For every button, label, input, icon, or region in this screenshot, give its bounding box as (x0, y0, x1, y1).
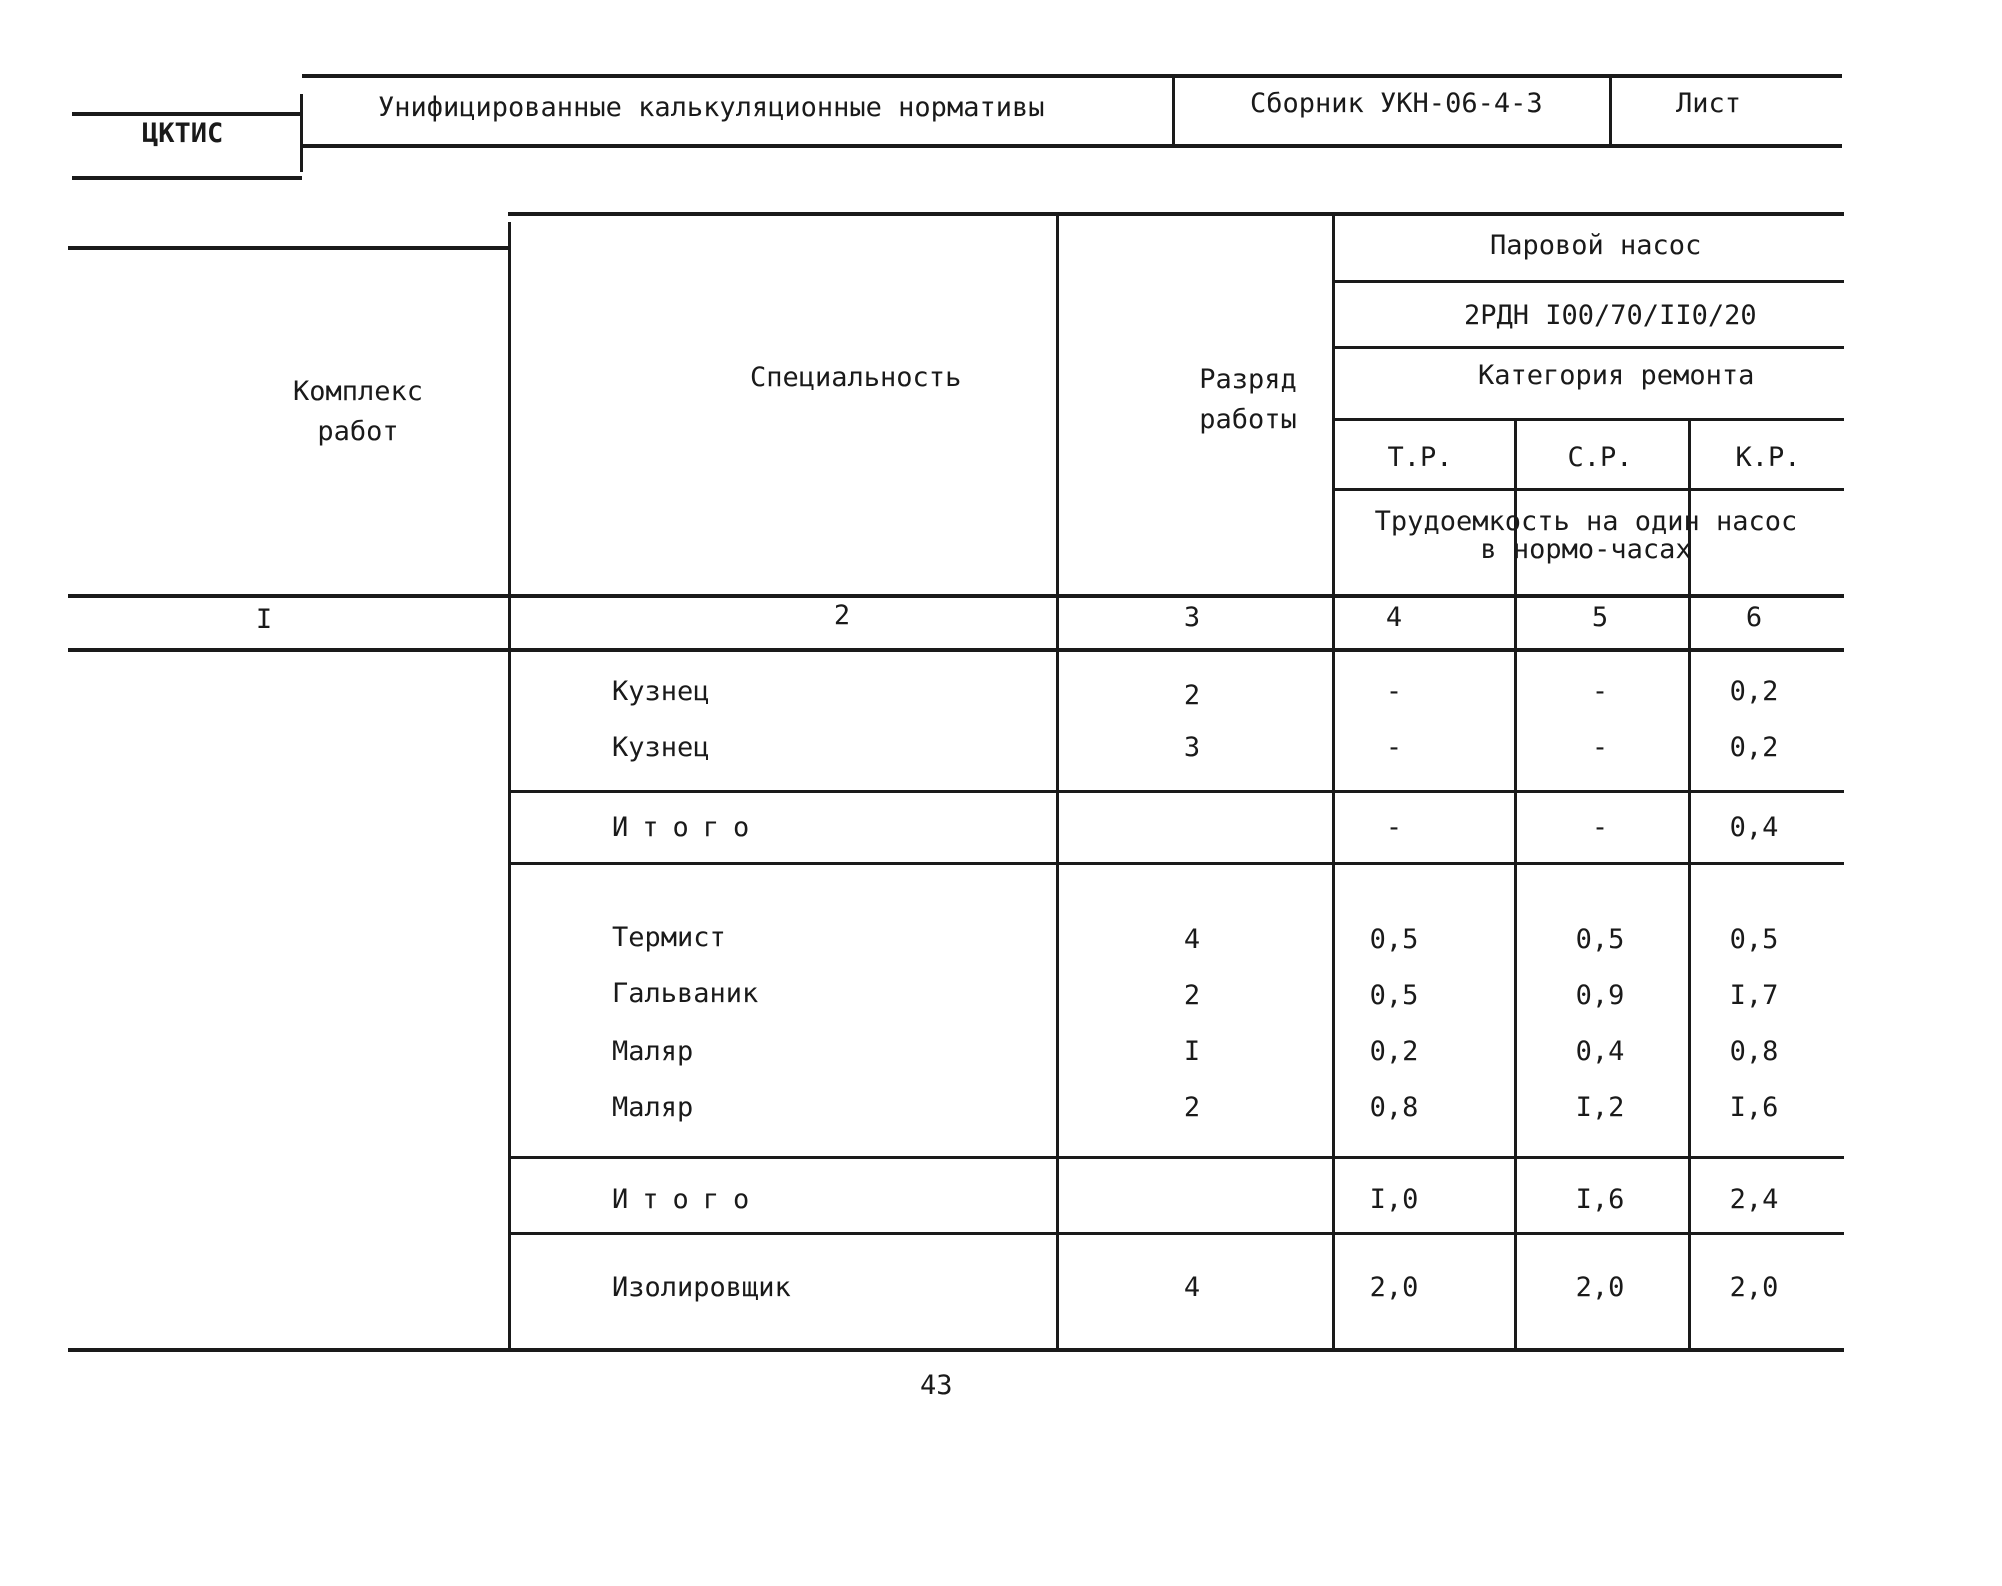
col-header-grade-line1: Разряд (1199, 364, 1297, 395)
table-cell-kr: 0,4 (1729, 812, 1779, 843)
table-bottom-rule (68, 1348, 1844, 1352)
table-cell-kr: 2,0 (1729, 1272, 1779, 1303)
column-divider (1688, 594, 1691, 1350)
table-cell-kr: 0,8 (1729, 1036, 1779, 1067)
table-cell-kr: 0,2 (1729, 732, 1779, 763)
col-header-kr: К.Р. (1735, 442, 1801, 473)
table-cell-total-label: Итого (612, 1184, 764, 1215)
table-cell-tr: - (1385, 676, 1403, 707)
table-cell-grade: 4 (1183, 1272, 1201, 1303)
table-cell-tr: I,0 (1369, 1184, 1419, 1215)
table-cell-tr: - (1385, 732, 1403, 763)
col-header-grade-line2: работы (1199, 404, 1297, 435)
table-cell-specialty: Кузнец (612, 732, 710, 763)
col-number-rule (68, 648, 1844, 652)
table-cell-tr: 0,5 (1369, 980, 1419, 1011)
header-rule (1332, 346, 1844, 349)
table-cell-grade: 2 (1183, 980, 1201, 1011)
table-cell-grade: I (1183, 1036, 1201, 1067)
col-number: 2 (833, 600, 851, 631)
table-cell-grade: 4 (1183, 924, 1201, 955)
table-cell-specialty: Гальваник (612, 978, 759, 1009)
table-cell-specialty: Изолировщик (612, 1272, 791, 1303)
col-number: 6 (1745, 602, 1763, 633)
col-header-labor-line1: Трудоемкость на один насос (1374, 506, 1798, 537)
table-cell-specialty: Термист (612, 922, 726, 953)
col-header-sr: С.Р. (1567, 442, 1633, 473)
table-cell-sr: 2,0 (1575, 1272, 1625, 1303)
header-bottom-rule (72, 176, 302, 180)
table-cell-grade: 3 (1183, 732, 1201, 763)
table-cell-kr: I,6 (1729, 1092, 1779, 1123)
table-cell-specialty: Кузнец (612, 676, 710, 707)
table-cell-sr: 0,9 (1575, 980, 1625, 1011)
header-divider (300, 94, 303, 172)
column-divider (508, 222, 511, 1350)
header-divider (1172, 76, 1175, 146)
page-number: 43 (920, 1370, 953, 1401)
header-bottom-rule (68, 594, 1844, 598)
col-number: I (255, 604, 273, 635)
col-header-model: 2РДН I00/70/II0/20 (1464, 300, 1757, 331)
header-title: Унифицированные калькуляционные нормативы (378, 92, 1045, 123)
group-rule (508, 1156, 1844, 1159)
header-divider (1609, 76, 1612, 146)
table-cell-specialty: Маляр (612, 1036, 694, 1067)
group-rule (508, 1232, 1844, 1235)
table-cell-kr: I,7 (1729, 980, 1779, 1011)
column-divider (1056, 212, 1059, 1350)
table-cell-tr: 2,0 (1369, 1272, 1419, 1303)
document-header (72, 74, 1842, 178)
col-number: 3 (1183, 602, 1201, 633)
col-header-labor-line2: в нормо-часах (1480, 534, 1692, 565)
col-header-specialty: Специальность (750, 362, 962, 393)
col-header-grade (1148, 360, 1348, 440)
table-cell-kr: 0,2 (1729, 676, 1779, 707)
table-cell-grade: 2 (1183, 680, 1201, 711)
col-header-tr: Т.Р. (1387, 442, 1453, 473)
table-cell-total-label: Итого (612, 812, 764, 843)
table-cell-sr: 0,5 (1575, 924, 1625, 955)
col-number: 4 (1385, 602, 1403, 633)
table-top-rule-left (68, 246, 508, 250)
table-cell-tr: - (1385, 812, 1403, 843)
table-cell-sr: I,6 (1575, 1184, 1625, 1215)
header-rule (1332, 488, 1844, 491)
header-rule (1332, 280, 1844, 283)
col-header-complex-line2: работ (317, 416, 399, 447)
col-header-labor (1336, 508, 1836, 564)
header-sheet-label: Лист (1676, 88, 1742, 119)
table-cell-sr: - (1591, 676, 1609, 707)
header-rule (1332, 418, 1844, 421)
labor-norms-table (68, 212, 1844, 1362)
table-cell-sr: I,2 (1575, 1092, 1625, 1123)
header-collection: Сборник УКН-06-4-3 (1250, 88, 1543, 119)
group-rule (508, 862, 1844, 865)
table-cell-tr: 0,8 (1369, 1092, 1419, 1123)
table-cell-sr: 0,4 (1575, 1036, 1625, 1067)
header-rule (72, 112, 302, 116)
group-rule (508, 790, 1844, 793)
table-top-rule (508, 212, 1844, 216)
table-cell-kr: 0,5 (1729, 924, 1779, 955)
col-header-complex (218, 372, 498, 452)
col-header-complex-line1: Комплекс (292, 376, 424, 407)
table-cell-tr: 0,2 (1369, 1036, 1419, 1067)
table-cell-grade: 2 (1183, 1092, 1201, 1123)
column-divider (1514, 594, 1517, 1350)
col-number: 5 (1591, 602, 1609, 633)
col-header-equipment: Паровой насос (1490, 230, 1702, 261)
table-cell-sr: - (1591, 732, 1609, 763)
table-cell-tr: 0,5 (1369, 924, 1419, 955)
table-cell-specialty: Маляр (612, 1092, 694, 1123)
table-cell-sr: - (1591, 812, 1609, 843)
table-cell-kr: 2,4 (1729, 1184, 1779, 1215)
header-org: ЦКТИС (142, 118, 224, 149)
col-header-repair-category: Категория ремонта (1478, 360, 1755, 391)
